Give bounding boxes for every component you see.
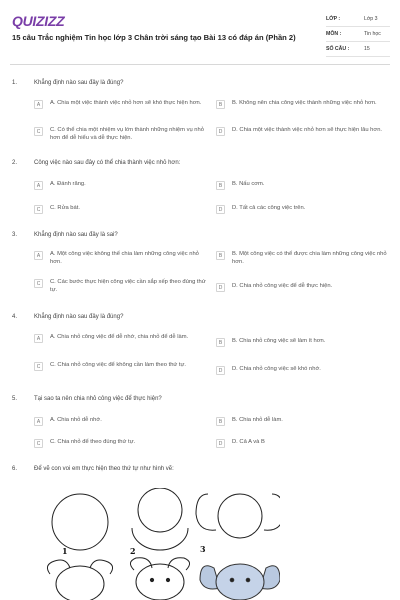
- meta-value: Tin học: [364, 31, 381, 37]
- question-text: Tại sao ta nên chia nhỏ công việc để thực hiện?: [34, 396, 162, 402]
- option-letter: A: [34, 251, 43, 260]
- question-number: 6.: [12, 466, 18, 472]
- meta-box: [326, 13, 390, 58]
- option-text: B. Một công việc có thể được chia làm những công việc nhỏ hơn.: [232, 251, 387, 265]
- meta-row-count: [326, 43, 390, 57]
- meta-key: SỐ CÂU :: [326, 46, 350, 52]
- meta-value: Lớp 3: [364, 16, 378, 22]
- question-text: Để vẽ con voi em thực hiện theo thứ tự như hình vẽ:: [34, 466, 174, 472]
- question-5: [12, 396, 390, 456]
- option-letter: A: [34, 100, 43, 109]
- question-number: 2.: [12, 160, 18, 166]
- question-1: [12, 80, 390, 150]
- question-3: [12, 232, 390, 302]
- meta-key: MÔN :: [326, 31, 342, 37]
- option-text: A. Chia nhỏ công việc để dễ nhớ, chia nhỏ để dễ làm.: [50, 334, 189, 340]
- option-text: B. Nấu cơm.: [232, 181, 265, 187]
- meta-key: LỚP :: [326, 16, 341, 22]
- option-letter: B: [216, 251, 225, 260]
- option-letter: A: [34, 181, 43, 190]
- option-text: B. Không nên chia công việc thành những việc nhỏ hơn.: [232, 100, 377, 106]
- meta-value: 15: [364, 46, 370, 52]
- option-text: D. Cả A và B: [232, 439, 265, 445]
- option-text: A. Đánh răng.: [50, 181, 86, 187]
- option-text: C. Chia nhỏ công việc để không cần làm theo thứ tự.: [50, 362, 187, 368]
- question-4: [12, 314, 390, 384]
- figure-number: 1: [62, 546, 68, 556]
- option-text: A. Chia nhỏ dễ nhớ.: [50, 417, 102, 423]
- option-text: C. Các bước thực hiện công việc cần sắp xếp theo đúng thứ tự.: [50, 279, 206, 293]
- header-divider: [10, 64, 390, 65]
- option-letter: D: [216, 439, 225, 448]
- question-number: 5.: [12, 396, 18, 402]
- figure-number: 2: [130, 546, 136, 556]
- option-letter: A: [34, 417, 43, 426]
- option-letter: B: [216, 338, 225, 347]
- option-letter: C: [34, 279, 43, 288]
- option-letter: C: [34, 362, 43, 371]
- option-letter: D: [216, 127, 225, 136]
- option-text: A. Một công việc không thể chia làm những công việc nhỏ hơn.: [50, 251, 199, 265]
- option-letter: B: [216, 181, 225, 190]
- option-text: D. Tất cả các công việc trên.: [232, 205, 306, 211]
- question-text: Công việc nào sau đây có thể chia thành việc nhỏ hơn:: [34, 160, 181, 166]
- document-title: 15 câu Trắc nghiệm Tin học lớp 3 Chân trời sáng tạo Bài 13 có đáp án (Phần 2): [12, 33, 296, 42]
- question-text: Khẳng định nào sau đây là đúng?: [34, 314, 124, 320]
- meta-row-grade: [326, 13, 390, 27]
- option-letter: D: [216, 366, 225, 375]
- question-6: [12, 466, 390, 480]
- quizizz-logo: QUIZIZZ: [12, 13, 65, 29]
- option-letter: D: [216, 205, 225, 214]
- option-text: D. Chia nhỏ công việc sẽ khó nhớ.: [232, 366, 321, 372]
- option-text: C. Rửa bát.: [50, 205, 80, 211]
- question-number: 3.: [12, 232, 18, 238]
- option-letter: D: [216, 283, 225, 292]
- elephant-steps-illustration: [40, 488, 280, 600]
- option-text: D. Chia một việc thành việc nhỏ hơn sẽ thực hiện lâu hơn.: [232, 127, 383, 133]
- option-letter: C: [34, 439, 43, 448]
- elephant-drawing-steps: [40, 488, 280, 600]
- option-letter: B: [216, 417, 225, 426]
- option-text: B. Chia nhỏ công việc sẽ làm ít hơn.: [232, 338, 326, 344]
- question-number: 4.: [12, 314, 18, 320]
- option-text: B. Chia nhỏ dễ làm.: [232, 417, 283, 423]
- question-number: 1.: [12, 80, 18, 86]
- option-letter: C: [34, 127, 43, 136]
- option-text: C. Chia nhỏ để theo đúng thứ tự.: [50, 439, 136, 445]
- option-letter: A: [34, 334, 43, 343]
- figure-number: 3: [200, 544, 206, 554]
- question-text: Khẳng định nào sau đây là đúng?: [34, 80, 124, 86]
- option-text: D. Chia nhỏ công việc để dễ thực hiện.: [232, 283, 333, 289]
- option-text: C. Có thể chia một nhiệm vụ lớn thành những nhiệm vụ nhỏ hơn để dễ hiểu và dễ thực hiện.: [50, 127, 204, 141]
- question-text: Khẳng định nào sau đây là sai?: [34, 232, 118, 238]
- option-text: A. Chia một việc thành việc nhỏ hơn sẽ khó thực hiện hơn.: [50, 100, 202, 106]
- meta-row-subject: [326, 28, 390, 42]
- question-2: [12, 160, 390, 220]
- option-letter: C: [34, 205, 43, 214]
- option-letter: B: [216, 100, 225, 109]
